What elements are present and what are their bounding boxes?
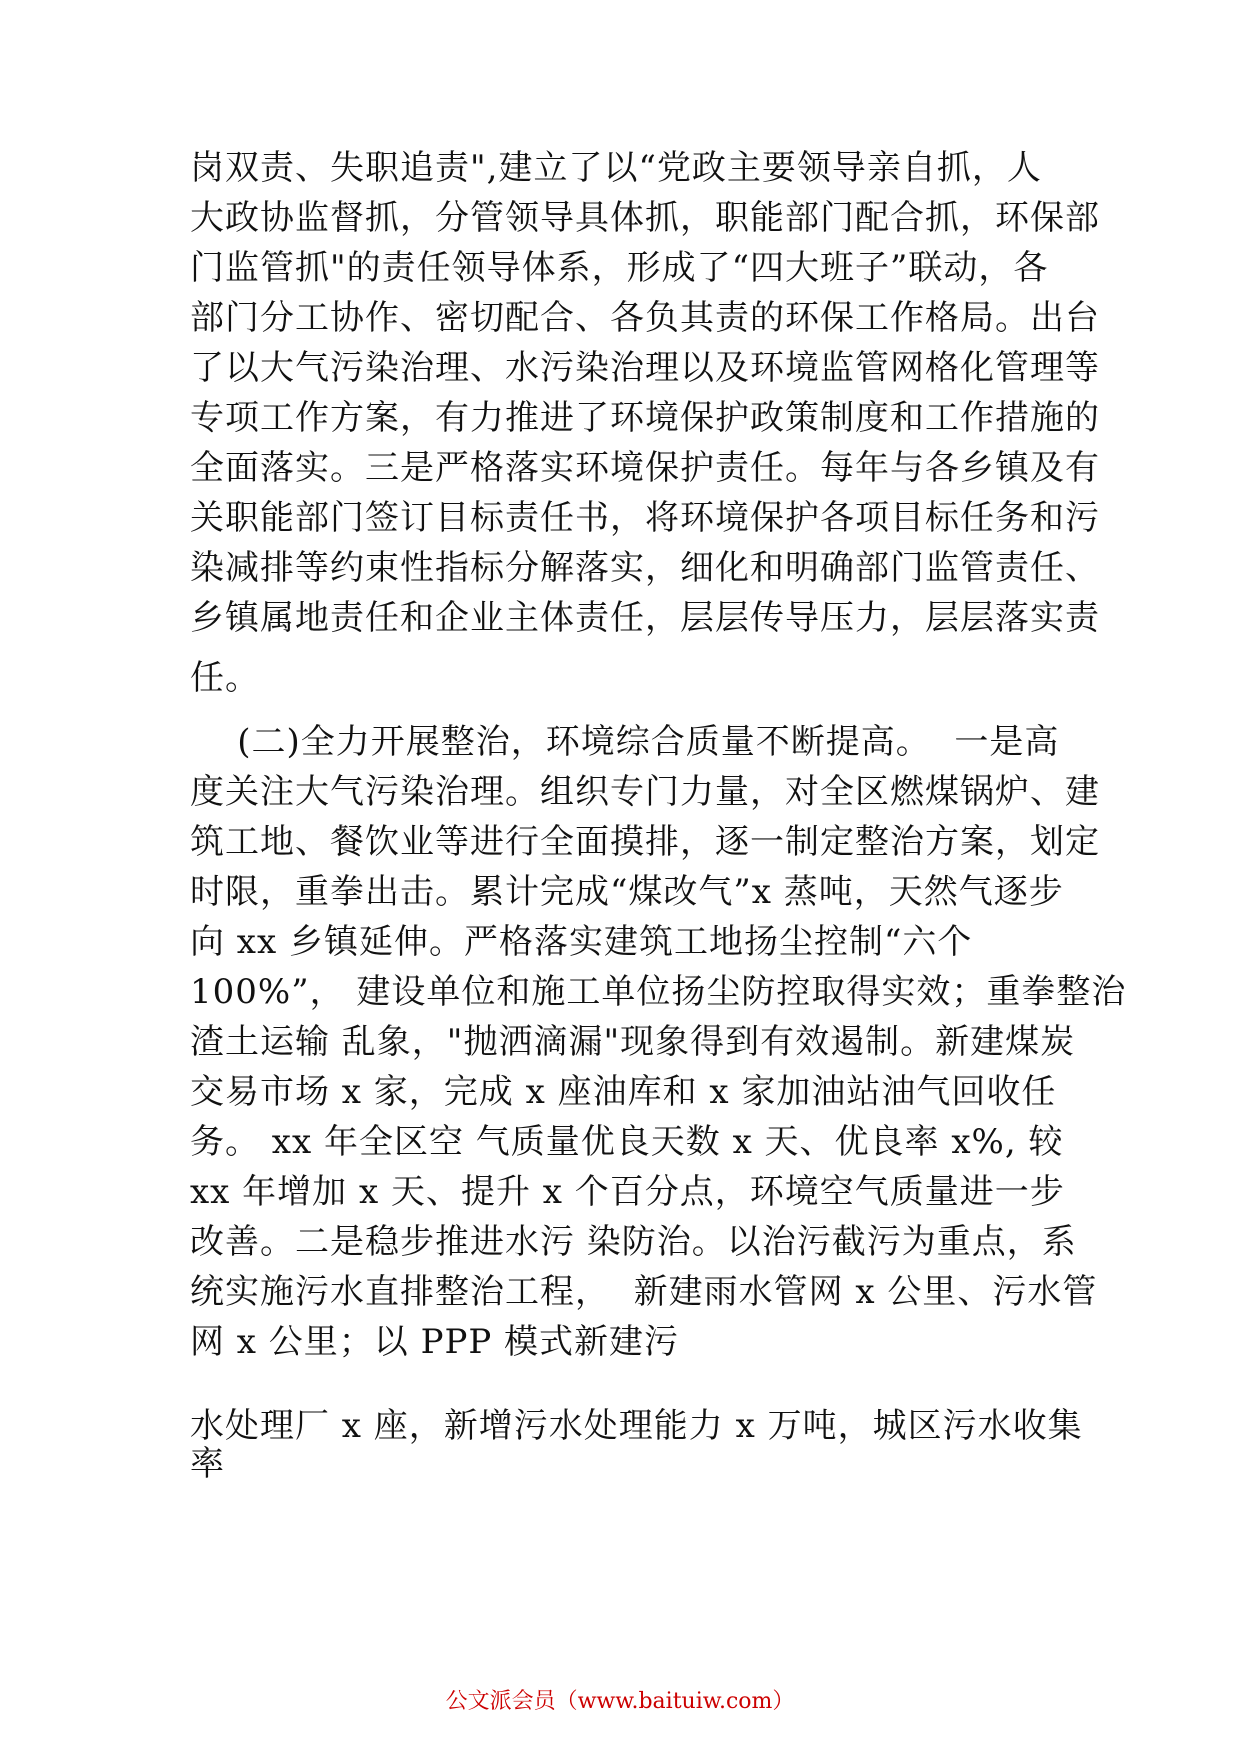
text-line: 任。	[190, 658, 260, 698]
text-line: 专项工作方案，有力推进了环境保护政策制度和工作措施的	[190, 398, 1100, 438]
text-line: 率	[190, 1444, 225, 1484]
text-line: 门监管抓"的责任领导体系，形成了“四大班子”联动，各	[190, 248, 1049, 288]
text-line: 岗双责、失职追责",建立了以“党政主要领导亲自抓，人	[190, 148, 1042, 188]
text-line: 统实施污水直排整治工程， 新建雨水管网 x 公里、污水管	[190, 1272, 1098, 1312]
text-line: 100%”， 建设单位和施工单位扬尘防控取得实效；重拳整治	[190, 972, 1127, 1012]
footer-watermark-text: 公文派会员（www.baituiw.com）	[445, 1689, 795, 1714]
text-line: 向 xx 乡镇延伸。严格落实建筑工地扬尘控制“六个	[190, 922, 973, 962]
text-line: 渣土运输 乱象，"抛洒滴漏"现象得到有效遏制。新建煤炭	[190, 1022, 1076, 1062]
text-line: 时限，重拳出击。累计完成“煤改气”x 蒸吨，天然气逐步	[190, 872, 1064, 912]
text-line: 关职能部门签订目标责任书，将环境保护各项目标任务和污	[190, 498, 1100, 538]
text-line: 筑工地、餐饮业等进行全面摸排，逐一制定整治方案，划定	[190, 822, 1100, 862]
text-line: 全面落实。三是严格落实环境保护责任。每年与各乡镇及有	[190, 448, 1100, 488]
section-heading-line: (二)全力开展整治，环境综合质量不断提高。 一是高	[190, 722, 1060, 762]
text-line: 网 x 公里；以 PPP 模式新建污	[190, 1322, 680, 1362]
text-line: 部门分工协作、密切配合、各负其责的环保工作格局。出台	[190, 298, 1100, 338]
text-line: 了以大气污染治理、水污染治理以及环境监管网格化管理等	[190, 348, 1100, 388]
text-line: xx 年增加 x 天、提升 x 个百分点，环境空气质量进一步	[190, 1172, 1065, 1212]
text-line: 大政协监督抓，分管领导具体抓，职能部门配合抓，环保部	[190, 198, 1100, 238]
text-line: 务。 xx 年全区空 气质量优良天数 x 天、优良率 x%, 较	[190, 1122, 1064, 1162]
text-line: 度关注大气污染治理。组织专门力量，对全区燃煤锅炉、建	[190, 772, 1100, 812]
text-line: 改善。二是稳步推进水污 染防治。以治污截污为重点，系	[190, 1222, 1077, 1262]
text-line: 水处理厂 x 座，新增污水处理能力 x 万吨，城区污水收集	[190, 1406, 1083, 1446]
text-line: 乡镇属地责任和企业主体责任，层层传导压力，层层落实责	[190, 598, 1100, 638]
text-line: 交易市场 x 家，完成 x 座油库和 x 家加油站油气回收任	[190, 1072, 1057, 1112]
text-line: 染减排等约束性指标分解落实，细化和明确部门监管责任、	[190, 548, 1100, 588]
